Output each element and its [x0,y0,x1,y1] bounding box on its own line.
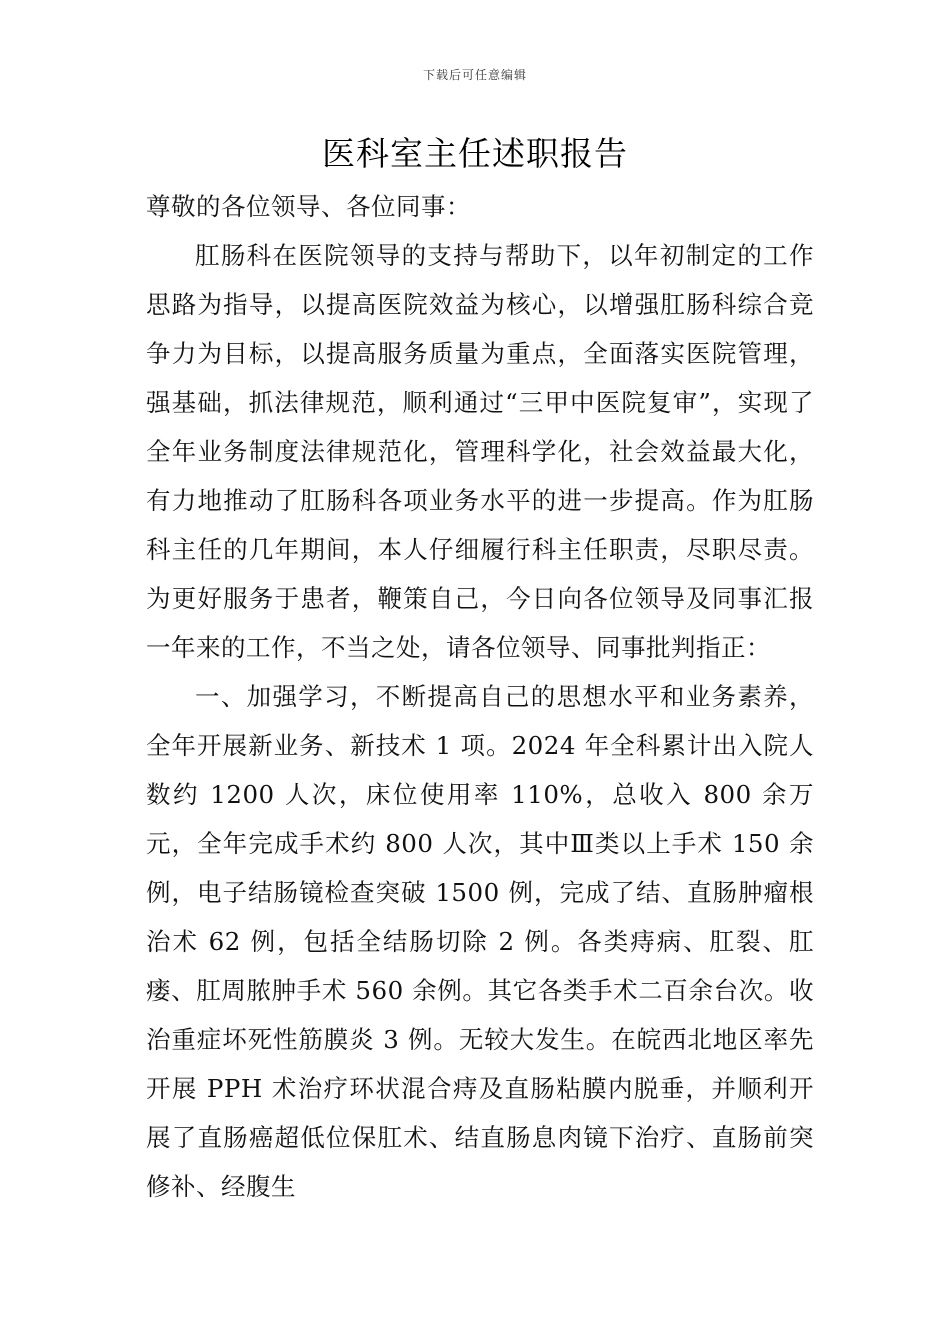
document-body [146,182,814,1211]
salutation: 尊敬的各位领导、各位同事： [146,192,471,221]
paragraph-section-one: 一、加强学习，不断提高自己的思想水平和业务素养，全年开展新业务、新技术 1 项。2024 年全科累计出入院人数约 1200 人次，床位使用率 110%，总收入 800 余万元，全年完成手术约 800 人次，其中Ⅲ类以上手术 150 余例，电子结肠镜检查突破 1500 例，完成了结、直肠肿瘤根治术 62 例，包括全结肠切除 2 例。各类痔病、肛裂、肛瘘、肛周脓肿手术 560 余例。其它各类手术二百余台次。收治重症坏死性筋膜炎 3 例。无较大发生。在皖西北地区率先开展 PPH 术治疗环状混合痔及直肠粘膜内脱垂，并顺利开展了直肠癌超低位保肛术、结直肠息肉镜下治疗、直肠前突修补、经腹生 [146,682,814,1201]
header-note: 下载后可任意编辑 [422,68,527,82]
page-title: 医科室主任述职报告 [322,134,628,173]
paragraph-intro: 肛肠科在医院领导的支持与帮助下，以年初制定的工作思路为指导，以提高医院效益为核心，以增强肛肠科综合竞争力为目标，以提高服务质量为重点，全面落实医院管理，强基础，抓法律规范，顺利通过“三甲中医院复审”，实现了全年业务制度法律规范化，管理科学化，社会效益最大化，有力地推动了肛肠科各项业务水平的进一步提高。作为肛肠科主任的几年期间，本人仔细履行科主任职责，尽职尽责。为更好服务于患者，鞭策自己，今日向各位领导及同事汇报一年来的工作，不当之处，请各位领导、同事批判指正： [146,241,814,662]
